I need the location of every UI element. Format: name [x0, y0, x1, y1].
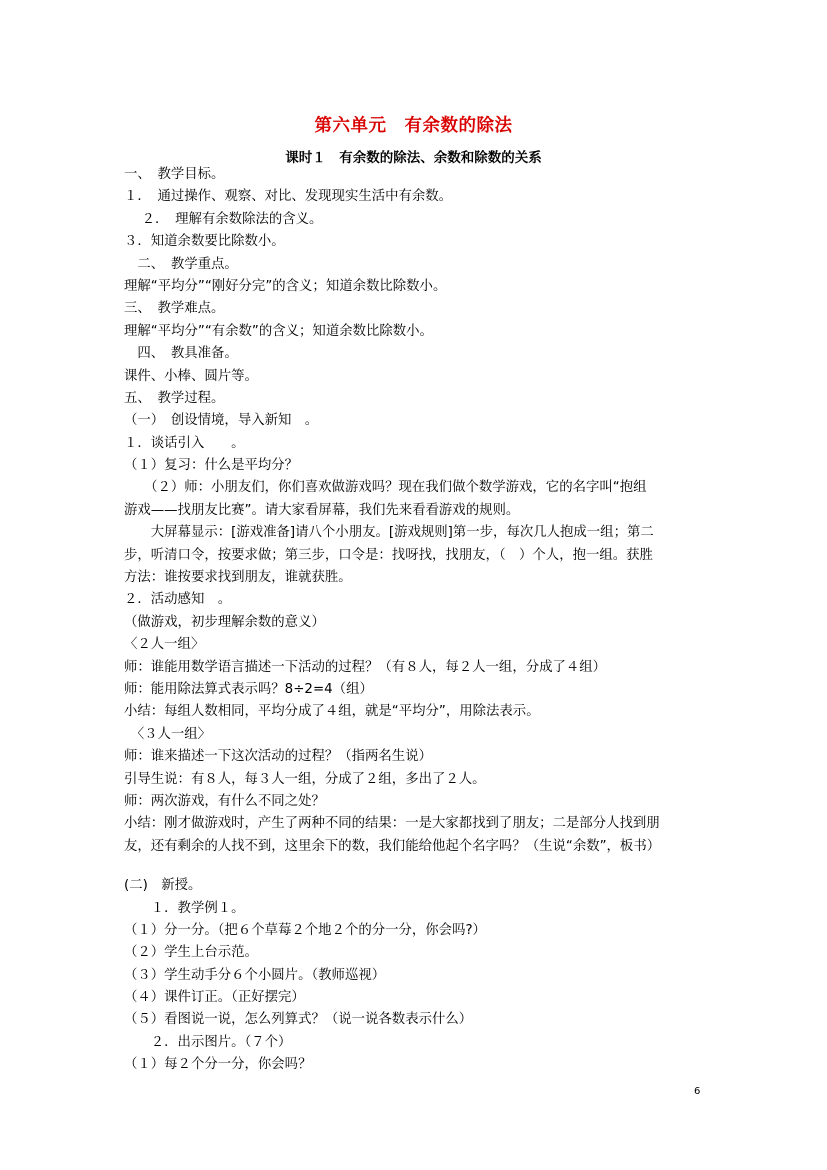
text-line: 理解“平均分”“刚好分完”的含义；知道余数比除数小。	[124, 278, 447, 294]
text-line: 师：谁能用数学语言描述一下活动的过程？（有８人，每２人一组，分成了４组）	[124, 659, 607, 675]
text-line: （做游戏，初步理解余数的意义）	[124, 614, 325, 630]
page-number: 6	[694, 1086, 701, 1097]
text-line: 三、 教学难点。	[124, 301, 225, 317]
text-line: （２）师：小朋友们，你们喜欢做游戏吗？现在我们做个数学游戏，它的名字叫“抱组	[124, 480, 647, 496]
text-line: 引导生说：有８人，每３人一组，分成了２组，多出了２人。	[124, 771, 486, 787]
text-line: 〈３人一组〉	[124, 726, 212, 742]
text-line: 课件、小棒、圆片等。	[124, 368, 258, 384]
text-line: 五、 教学过程。	[124, 390, 225, 406]
text-line: （一） 创设情境，导入新知 。	[124, 413, 319, 429]
text-line: （４）课件订正。（正好摆完）	[124, 990, 305, 1006]
text-line: 方法：谁按要求找到朋友，谁就获胜。	[124, 570, 352, 586]
text-line: （３）学生动手分６个小圆片。（教师巡视）	[124, 967, 386, 983]
text-line: （１）复习：什么是平均分？	[124, 458, 299, 474]
text-line: 小结：每组人数相同，平均分成了４组，就是“平均分”，用除法表示。	[124, 704, 540, 720]
text-line: ３．知道余数要比除数小。	[124, 234, 285, 250]
text-line: 师：两次游戏，有什么不同之处？	[124, 793, 325, 809]
text-line: １． 通过操作、观察、对比、发现现实生活中有余数。	[124, 189, 453, 205]
text-line: 二、 教学重点。	[124, 256, 238, 272]
text-line: １．谈话引入 。	[124, 435, 245, 451]
text-line: （２）学生上台示范。	[124, 945, 258, 961]
section-heading: (二) 新授。	[124, 878, 202, 894]
text-line: （５）看图说一说，怎么列算式？（说一说各数表示什么）	[124, 1012, 473, 1028]
text-line: 师：谁来描述一下这次活动的过程？（指两名生说）	[124, 749, 432, 765]
text-line: （１）分一分。（把６个草莓２个地２个的分一分，你会吗?）	[124, 922, 486, 938]
body-text	[124, 164, 714, 1077]
text-line: ２． 理解有余数除法的含义。	[124, 211, 323, 227]
text-line: 小结：刚才做游戏时，产生了两种不同的结果：一是大家都找到了朋友；二是部分人找到朋	[124, 816, 660, 832]
text-line: 师：能用除法算式表示吗？8÷2=4（组）	[124, 681, 373, 697]
text-line: 大屏幕显示：[游戏准备]请八个小朋友。[游戏规则]第一步，每次几人抱成一组；第二	[124, 525, 654, 541]
text-line: １．教学例１。	[124, 900, 245, 916]
unit-title: 第六单元 有余数的除法	[314, 116, 513, 136]
text-line: 理解“平均分”“有余数”的含义；知道余数比除数小。	[124, 323, 433, 339]
text-line: 友，还有剩余的人找不到，这里余下的数，我们能给他起个名字吗？（生说“余数”，板书）	[124, 838, 661, 854]
text-line: 四、 教具准备。	[124, 346, 238, 362]
lesson-subtitle: 课时１ 有余数的除法、余数和除数的关系	[285, 150, 542, 166]
text-line: 〈２人一组〉	[124, 637, 205, 653]
text-line: （１）每２个分一分，你会吗？	[124, 1057, 312, 1073]
text-line: 步，听清口令，按要求做；第三步，口令是：找呀找，找朋友，（ ）个人，抱一组。获胜	[124, 547, 653, 563]
text-line: 一、 教学目标。	[124, 167, 225, 182]
text-line: ２．出示图片。（７个）	[124, 1034, 292, 1050]
text-line: ２．活动感知 。	[124, 592, 232, 608]
text-line: 游戏——找朋友比赛”。请大家看屏幕，我们先来看看游戏的规则。	[124, 502, 520, 518]
